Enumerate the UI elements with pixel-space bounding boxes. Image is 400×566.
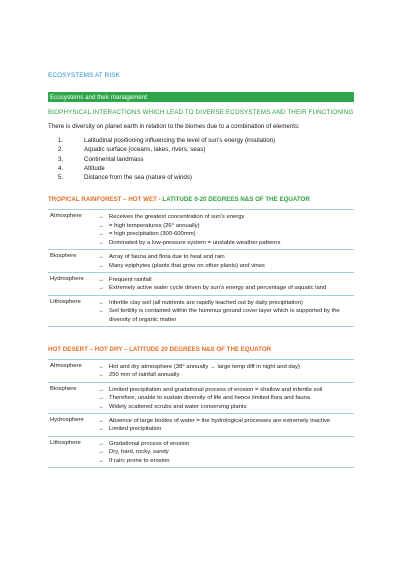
arrow-right-icon: → [98,440,104,447]
table-row [48,295,354,326]
sphere-label: Biosphere [50,385,77,392]
arrow-right-icon: → [98,308,104,315]
sphere-label-cell [48,272,96,295]
item-text: 250 mm of rainfall annually [109,372,180,379]
item-text: = high temperatures (26° annually) [109,222,200,229]
item-text: Limited precipitation and gradational process of erosion = shallow and infertile soil [109,386,323,393]
item-text: Soil fertility is contained within the hummus ground cover layer which is supported by the diversity of organic matter [109,308,340,323]
topic-title: ECOSYSTEMS AT RISK [48,72,120,79]
table-row [48,272,354,295]
item-text: Frequent rainfall [109,276,152,283]
sphere-label-cell [48,359,96,382]
list-text: Distance from the sea (nature of winds) [84,174,192,182]
item-text: Therefore, unable to sustain diversity of life and hence limited flora and fauna [109,395,311,402]
arrow-right-icon: → [98,231,104,238]
list-item [98,299,352,307]
desert-heading [48,346,354,353]
sphere-items-cell [96,359,354,382]
list-item [98,230,352,238]
sphere-items-cell [96,210,354,250]
sphere-label: Biosphere [50,253,77,260]
arrow-right-icon: → [98,239,104,246]
list-number: 1. [58,137,64,144]
table-row [48,382,354,413]
arrow-right-icon: → [98,372,104,379]
list-item [48,164,354,173]
arrow-right-icon: → [98,214,104,221]
rainforest-heading-part1: TROPICAL RAINFOREST – HOT WET - [48,196,161,204]
document-page [48,72,354,487]
item-text: Widely scattered scrubs and water conserving plants [109,403,247,410]
list-number: 3. [58,155,64,163]
sphere-label: Lithosphere [50,298,81,305]
arrow-right-icon: → [98,449,104,456]
sphere-label: Hydrosphere [50,416,84,423]
sphere-label-cell [48,295,96,326]
list-item [98,386,352,394]
elements-list [48,136,354,182]
sphere-items-cell [96,295,354,326]
item-text: Array of fauna and flora due to heat and rain [109,254,225,261]
arrow-right-icon: → [98,363,104,370]
rainforest-table [48,209,354,326]
sphere-label: Atmosphere [50,213,82,220]
arrow-right-icon: → [98,395,104,402]
sphere-label-cell [48,413,96,436]
table-row [48,210,354,250]
table-row [48,359,354,382]
item-text: Dominated by a low-pressure system = unstable weather patterns [109,239,281,246]
table-row [48,250,354,273]
item-text: Gradational process of erosion [109,440,190,447]
sphere-label-cell [48,250,96,273]
list-item [98,213,352,221]
list-item [48,173,354,182]
list-item [48,155,354,164]
list-text: Continental landmass [84,155,144,163]
sphere-items-cell [96,382,354,413]
rainforest-heading-part2: LATITUDE 0-20 DEGREES N&S OF THE EQUATOR [160,196,310,204]
arrow-right-icon: → [98,457,104,464]
arrow-right-icon: → [98,426,104,433]
table-row [48,413,354,436]
list-text: Latitudinal positioning influencing the level of sun’s energy (insulation) [84,137,276,144]
item-text: = high precipitation (300-600mm) [109,231,196,238]
list-item [98,284,352,292]
list-item [48,136,354,145]
sphere-items-cell [96,413,354,436]
list-item [98,403,352,411]
list-item [98,253,352,261]
arrow-right-icon: → [98,276,104,283]
sphere-items-cell [96,272,354,295]
arrow-right-icon: → [98,417,104,424]
arrow-right-icon: → [98,222,104,229]
desert-heading-text: HOT DESERT – HOT DRY – LATITUDE 20 DEGREES N&S OF THE EQUATOR [48,345,272,353]
sphere-label: Atmosphere [50,362,82,369]
sphere-items-cell [96,436,354,467]
desert-table [48,359,354,468]
list-number: 2. [58,146,64,154]
list-text: Altitude [84,164,105,172]
arrow-right-icon: → [98,285,104,292]
sphere-label-cell [48,210,96,250]
section-bar: Ecosystems and their management [48,92,354,102]
sphere-label-cell [48,436,96,467]
list-item [98,276,352,284]
list-item [98,371,352,379]
item-text: Limited precipitation [109,426,162,433]
intro-paragraph: There is diversity on planet earth in relation to the biomes due to a combination of elements: [48,123,300,130]
table-row [48,436,354,467]
item-text: Hot and dry atmosphere (38° annually → large temp diff in night and day) [109,363,300,370]
list-number: 4. [58,164,64,172]
sphere-label: Hydrosphere [50,275,84,282]
list-item [98,440,352,448]
list-item [98,457,352,465]
list-item [98,425,352,433]
sphere-items-cell [96,250,354,273]
item-text: Many epiphytes (plants that grow on other plants) and vines [109,262,265,269]
arrow-right-icon: → [98,254,104,261]
list-item [98,417,352,425]
item-text: Absence of large bodies of water = the hydrological processes are extremely inactive [109,417,331,424]
main-heading: BIOPHYSICAL INTERACTIONS WHICH LEAD TO DIVERSE ECOSYSTEMS AND THEIR FUNCTIONING [48,109,354,116]
item-text: Infertile clay soil (all nutrients are rapidly leached out by daily precipitation) [109,299,303,306]
item-text: If rain; prone to erosion [109,457,170,464]
list-number: 5. [58,174,64,182]
arrow-right-icon: → [98,262,104,269]
arrow-right-icon: → [98,386,104,393]
list-item [98,239,352,247]
list-text: Aquatic surface (oceans, lakes, rivers, seas) [84,146,206,154]
sphere-label-cell [48,382,96,413]
list-item [98,307,352,324]
list-item [98,394,352,402]
list-item [98,222,352,230]
item-text: Extremely active water cycle driven by sun’s energy and percentage of aquatic land [109,285,327,292]
list-item [98,363,352,371]
rainforest-heading [48,196,354,203]
item-text: Receives the greatest concentration of sun’s energy [109,214,245,221]
list-item [98,448,352,456]
list-item [48,145,354,154]
arrow-right-icon: → [98,299,104,306]
list-item [98,262,352,270]
sphere-label: Lithosphere [50,439,81,446]
arrow-right-icon: → [98,403,104,410]
item-text: Dry, hard, rocky, sandy [109,449,169,456]
